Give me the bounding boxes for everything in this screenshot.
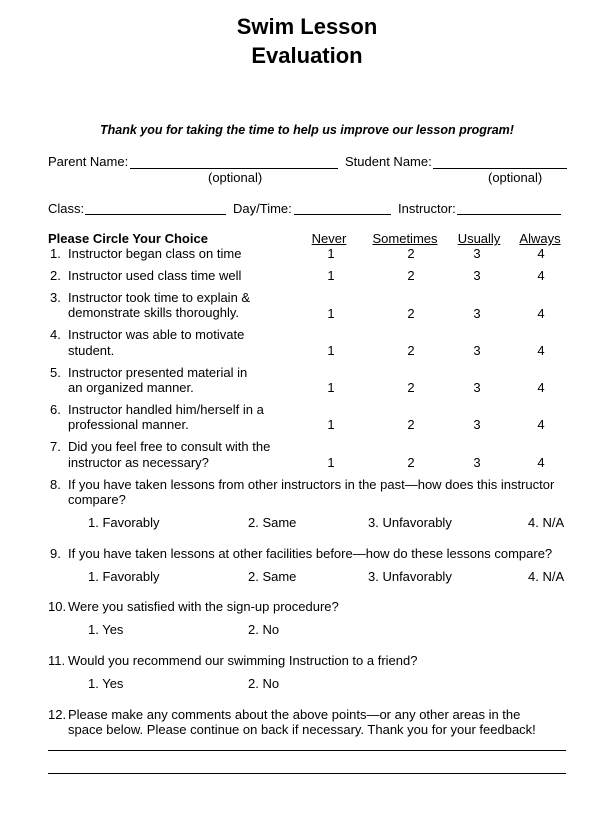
q3-rating-2[interactable]: 2	[407, 306, 415, 321]
q4-rating-1[interactable]: 1	[327, 343, 335, 358]
q1-rating-3[interactable]: 3	[473, 246, 481, 261]
question-8-number: 8.	[50, 477, 61, 492]
q4-rating-3[interactable]: 3	[473, 343, 481, 358]
q4-rating-4[interactable]: 4	[537, 343, 545, 358]
q5-rating-4[interactable]: 4	[537, 380, 545, 395]
title-line-1: Swim Lesson	[236, 14, 378, 39]
q2-rating-1[interactable]: 1	[327, 268, 335, 283]
student-optional-note: (optional)	[488, 170, 543, 185]
instructor-field[interactable]	[457, 214, 561, 215]
scale-never: Never	[311, 231, 347, 246]
title-line-2: Evaluation	[251, 43, 363, 68]
question-5-text-line-1: Instructor presented material in	[68, 365, 248, 380]
day-time-label: Day/Time:	[233, 201, 292, 216]
parent-name-label: Parent Name:	[48, 154, 129, 169]
q6-rating-1[interactable]: 1	[327, 417, 335, 432]
q7-rating-1[interactable]: 1	[327, 455, 335, 470]
q9-option-unfavorably[interactable]: 3. Unfavorably	[368, 569, 452, 584]
thank-you-note: Thank you for taking the time to help us improve our lesson program!	[100, 123, 514, 137]
q8-option-unfavorably[interactable]: 3. Unfavorably	[368, 515, 452, 530]
question-2-number: 2.	[50, 268, 61, 283]
q8-option-same[interactable]: 2. Same	[248, 515, 297, 530]
q5-rating-2[interactable]: 2	[407, 380, 415, 395]
choice-header: Please Circle Your Choice	[48, 231, 208, 246]
q1-rating-2[interactable]: 2	[407, 246, 415, 261]
q8-option-na[interactable]: 4. N/A	[528, 515, 565, 530]
q2-rating-4[interactable]: 4	[537, 268, 545, 283]
q11-option-no[interactable]: 2. No	[248, 676, 280, 691]
q4-rating-2[interactable]: 2	[407, 343, 415, 358]
q3-rating-4[interactable]: 4	[537, 306, 545, 321]
parent-name-field[interactable]	[130, 168, 338, 169]
class-field[interactable]	[85, 214, 226, 215]
question-3-number: 3.	[50, 290, 61, 305]
q1-rating-1[interactable]: 1	[327, 246, 335, 261]
question-8-text-line-1: If you have taken lessons from other instructors in the past—how does this instructor	[68, 477, 555, 492]
question-10-text: Were you satisfied with the sign-up procedure?	[68, 599, 339, 614]
student-name-label: Student Name:	[345, 154, 432, 169]
q9-option-favorably[interactable]: 1. Favorably	[88, 569, 160, 584]
question-6-text-line-2: professional manner.	[68, 417, 189, 432]
q10-option-yes[interactable]: 1. Yes	[88, 622, 124, 637]
question-12-text-line-2: space below. Please continue on back if necessary. Thank you for your feedback!	[68, 722, 536, 737]
question-7-number: 7.	[50, 439, 61, 454]
q10-option-no[interactable]: 2. No	[248, 622, 280, 637]
scale-usually: Usually	[457, 231, 501, 246]
comment-line-2[interactable]	[48, 773, 566, 774]
question-7-text-line-2: instructor as necessary?	[68, 455, 209, 470]
question-5-text-line-2: an organized manner.	[68, 380, 194, 395]
question-8-text-line-2: compare?	[68, 492, 126, 507]
q2-rating-3[interactable]: 3	[473, 268, 481, 283]
q9-option-na[interactable]: 4. N/A	[528, 569, 565, 584]
question-1-text: Instructor began class on time	[68, 246, 242, 261]
q3-rating-1[interactable]: 1	[327, 306, 335, 321]
question-6-text-line-1: Instructor handled him/herself in a	[68, 402, 264, 417]
student-name-field[interactable]	[433, 168, 567, 169]
question-4-text-line-2: student.	[68, 343, 115, 358]
scale-sometimes: Sometimes	[372, 231, 438, 246]
comment-line-1[interactable]	[48, 750, 566, 751]
question-10-number: 10.	[48, 599, 67, 614]
question-2-text: Instructor used class time well	[68, 268, 242, 283]
q6-rating-2[interactable]: 2	[407, 417, 415, 432]
question-7-text-line-1: Did you feel free to consult with the	[68, 439, 271, 454]
question-4-text-line-1: Instructor was able to motivate	[68, 327, 245, 342]
q1-rating-4[interactable]: 4	[537, 246, 545, 261]
question-6-number: 6.	[50, 402, 61, 417]
question-3-text-line-2: demonstrate skills thoroughly.	[68, 305, 240, 320]
question-4-number: 4.	[50, 327, 61, 342]
q7-rating-4[interactable]: 4	[537, 455, 545, 470]
question-11-text: Would you recommend our swimming Instruction to a friend?	[68, 653, 418, 668]
q3-rating-3[interactable]: 3	[473, 306, 481, 321]
question-9-text: If you have taken lessons at other facilities before—how do these lessons compare?	[68, 546, 553, 561]
question-5-number: 5.	[50, 365, 61, 380]
question-12-text-line-1: Please make any comments about the above points—or any other areas in the	[68, 707, 521, 722]
q7-rating-3[interactable]: 3	[473, 455, 481, 470]
parent-optional-note: (optional)	[208, 170, 263, 185]
question-3-text-line-1: Instructor took time to explain &	[68, 290, 251, 305]
scale-always: Always	[519, 231, 561, 246]
q9-option-same[interactable]: 2. Same	[248, 569, 297, 584]
class-label: Class:	[48, 201, 85, 216]
question-9-number: 9.	[50, 546, 61, 561]
q6-rating-3[interactable]: 3	[473, 417, 481, 432]
q5-rating-3[interactable]: 3	[473, 380, 481, 395]
q11-option-yes[interactable]: 1. Yes	[88, 676, 124, 691]
q6-rating-4[interactable]: 4	[537, 417, 545, 432]
q2-rating-2[interactable]: 2	[407, 268, 415, 283]
question-1-number: 1.	[50, 246, 61, 261]
instructor-label: Instructor:	[398, 201, 456, 216]
day-time-field[interactable]	[294, 214, 391, 215]
q5-rating-1[interactable]: 1	[327, 380, 335, 395]
question-12-number: 12.	[48, 707, 67, 722]
q8-option-favorably[interactable]: 1. Favorably	[88, 515, 160, 530]
question-11-number: 11.	[48, 653, 66, 668]
q7-rating-2[interactable]: 2	[407, 455, 415, 470]
